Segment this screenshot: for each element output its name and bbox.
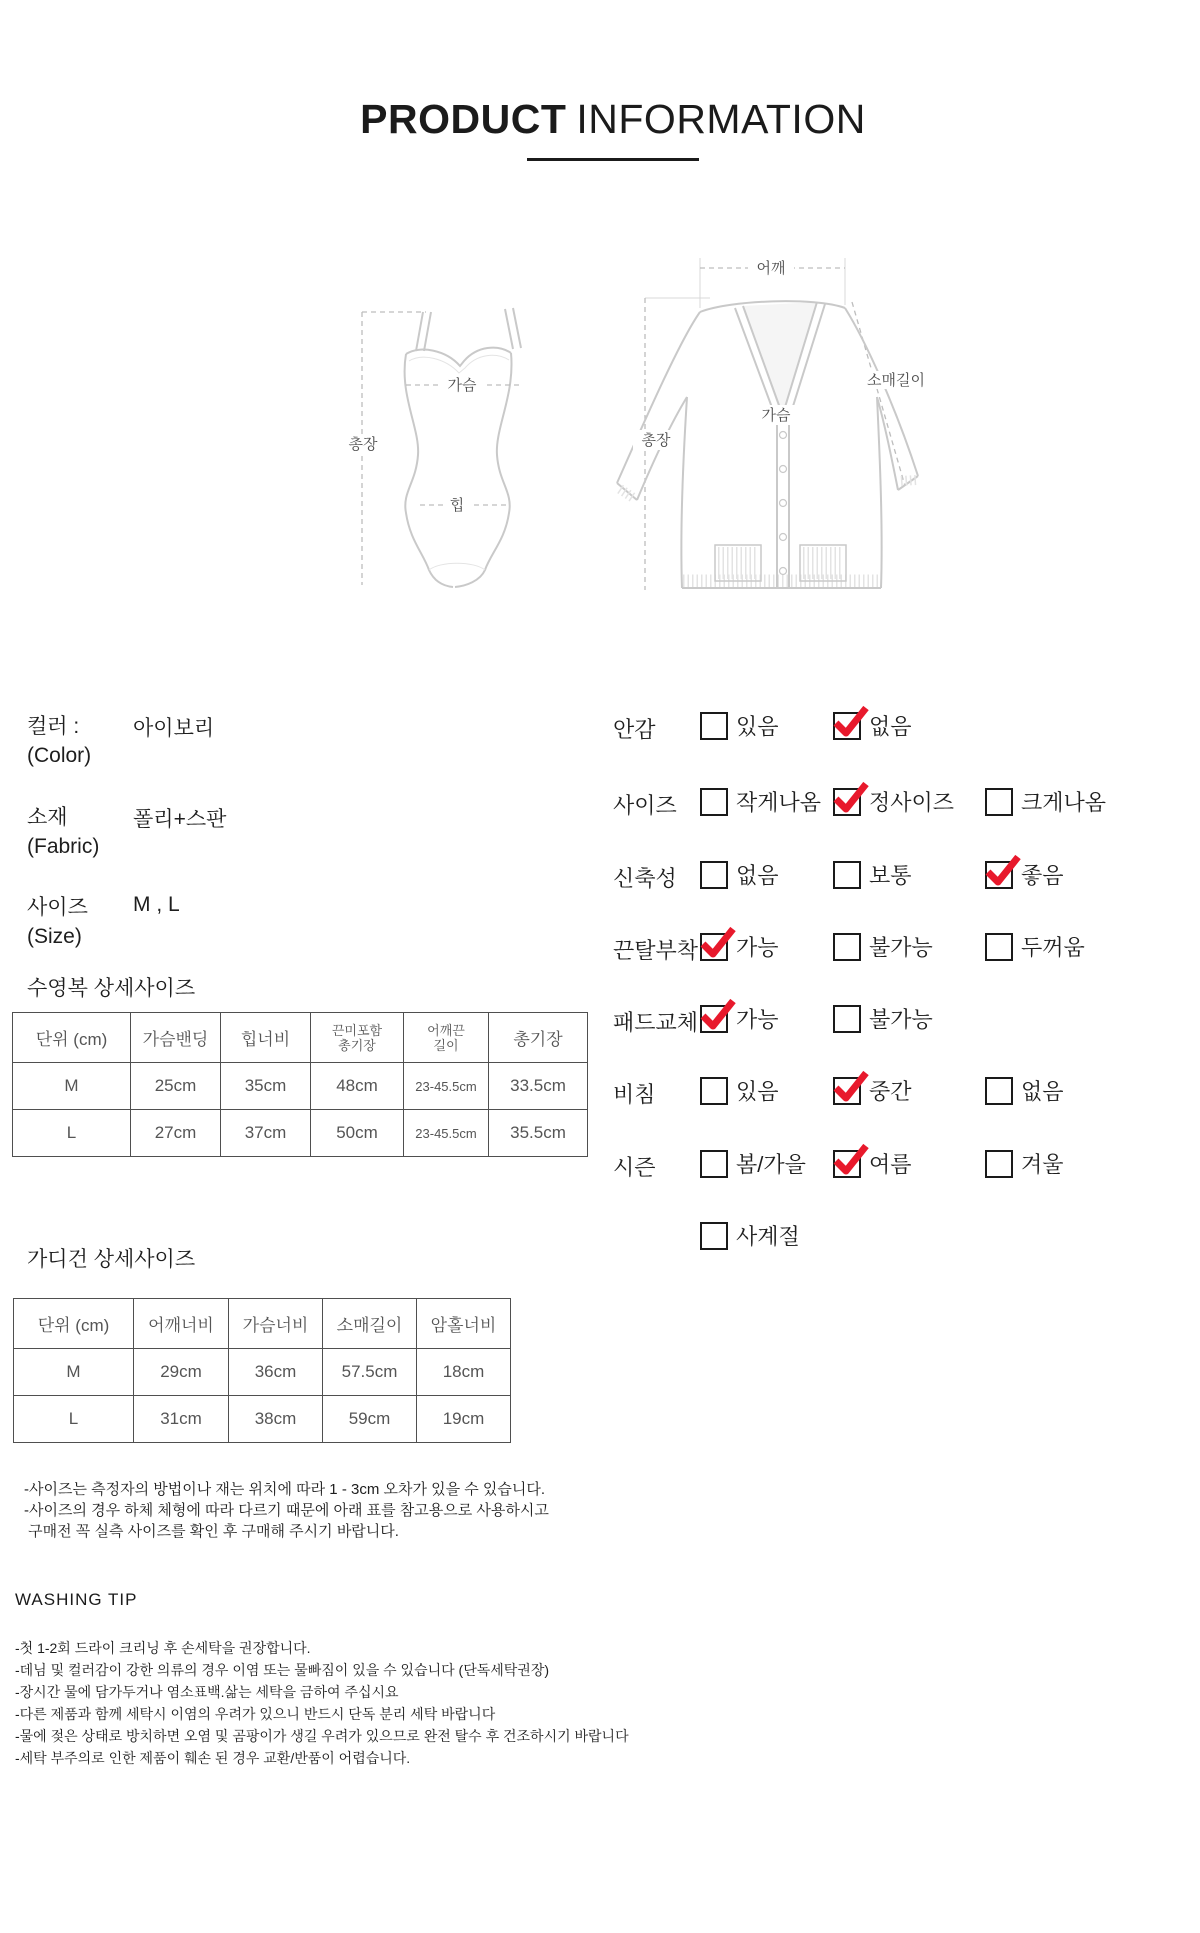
option-text: 여름: [869, 1152, 912, 1177]
spec-value: 폴리+스판: [133, 808, 227, 831]
checkbox-unchecked[interactable]: [700, 861, 728, 889]
size-cell: 27cm: [131, 1110, 221, 1157]
checkbox-unchecked[interactable]: [985, 1150, 1013, 1178]
red-check-icon: [832, 1143, 870, 1175]
size-row: [14, 1396, 511, 1443]
checkbox-option[interactable]: [700, 1003, 779, 1034]
cardigan-shoulder-label: 어깨: [756, 260, 786, 277]
option-row: [0, 859, 1200, 893]
option-text: 가능: [736, 1007, 779, 1032]
page-title: [13, 96, 1200, 143]
checkbox-unchecked[interactable]: [985, 1077, 1013, 1105]
washing-tip-line: -첫 1-2회 드라이 크리닝 후 손세탁을 권장합니다.: [15, 1640, 311, 1656]
checkbox-checked[interactable]: [985, 861, 1013, 889]
option-row-label: 신축성: [613, 866, 677, 891]
header-row: [14, 1299, 511, 1349]
checkbox-option[interactable]: [833, 710, 912, 741]
size-note-line: -사이즈의 경우 하체 체형에 따라 다르기 때문에 아래 표를 참고용으로 사용하시고: [24, 1502, 549, 1519]
checkbox-option[interactable]: [833, 931, 933, 962]
option-text: 있음: [736, 1079, 779, 1104]
size-cell: 25cm: [131, 1063, 221, 1110]
checkbox-option[interactable]: [700, 710, 779, 741]
checkbox-unchecked[interactable]: [985, 788, 1013, 816]
red-check-icon: [832, 1070, 870, 1102]
washing-tip-line: -다른 제품과 함께 세탁시 이염의 우려가 있으니 반드시 단독 분리 세탁 바랍니다: [15, 1706, 496, 1722]
size-table: [13, 1298, 511, 1443]
option-text: 중간: [869, 1079, 912, 1104]
checkbox-option[interactable]: [700, 1148, 806, 1179]
cardigan-chest-label: 가슴: [761, 407, 791, 424]
option-row-label: 비침: [613, 1082, 656, 1107]
size-cell: 36cm: [229, 1349, 323, 1396]
option-text: 있음: [736, 714, 779, 739]
cardigan-length-label: 총장: [641, 432, 671, 449]
checkbox-option[interactable]: [833, 1148, 912, 1179]
size-cell: M: [14, 1349, 134, 1396]
size-cell: L: [13, 1110, 131, 1157]
column-header: 암홀너비: [417, 1299, 511, 1349]
washing-tip-line: -데님 및 컬러감이 강한 의류의 경우 이염 또는 물빠짐이 있을 수 있습니다 (단독세탁권장): [15, 1662, 549, 1678]
checkbox-unchecked[interactable]: [985, 933, 1013, 961]
checkbox-option[interactable]: [700, 931, 779, 962]
swimsuit-diagram: [342, 308, 522, 587]
size-cell: 29cm: [134, 1349, 229, 1396]
checkbox-option[interactable]: [985, 786, 1106, 817]
measurement-diagrams: [280, 190, 960, 600]
size-cell: 37cm: [221, 1110, 311, 1157]
washing-tip-line: -물에 젖은 상태로 방치하면 오염 및 곰팡이가 생길 우려가 있으므로 완전 탈수 후 건조하시기 바랍니다: [15, 1728, 629, 1744]
option-row: [0, 710, 1200, 744]
checkbox-option[interactable]: [833, 1003, 933, 1034]
option-text: 사계절: [736, 1224, 800, 1249]
checkbox-option[interactable]: [833, 1075, 912, 1106]
size-cell: 31cm: [134, 1396, 229, 1443]
spec-label: 소재: [27, 806, 68, 829]
checkbox-checked[interactable]: [700, 1005, 728, 1033]
checkbox-unchecked[interactable]: [833, 861, 861, 889]
spec-value: 아이보리: [133, 717, 215, 740]
option-text: 불가능: [869, 935, 933, 960]
option-text: 불가능: [869, 1007, 933, 1032]
option-text: 없음: [736, 863, 779, 888]
spec-sublabel: (Color): [27, 744, 92, 767]
spec-label: 컬러 :: [27, 715, 80, 738]
option-row: [0, 1003, 1200, 1037]
size-cell: L: [14, 1396, 134, 1443]
checkbox-unchecked[interactable]: [700, 788, 728, 816]
option-row: [0, 1075, 1200, 1109]
option-row-label: 패드교체: [613, 1010, 699, 1035]
washing-tip-title: WASHING TIP: [15, 1590, 138, 1609]
size-cell: 57.5cm: [323, 1349, 417, 1396]
red-check-icon: [699, 926, 737, 958]
size-cell: 23-45.5cm: [404, 1063, 489, 1110]
checkbox-checked[interactable]: [700, 933, 728, 961]
title-word-information: INFORMATION: [576, 96, 866, 142]
option-text: 없음: [869, 714, 912, 739]
red-check-icon: [832, 705, 870, 737]
washing-tip-line: -세탁 부주의로 인한 제품이 훼손 된 경우 교환/반품이 어렵습니다.: [15, 1750, 411, 1766]
size-cell: 48cm: [311, 1063, 404, 1110]
size-cell: M: [13, 1063, 131, 1110]
checkbox-unchecked[interactable]: [700, 1222, 728, 1250]
spec-label: 사이즈: [27, 896, 88, 919]
option-row: [0, 786, 1200, 820]
size-cell: 33.5cm: [489, 1063, 588, 1110]
option-row-label: 사이즈: [613, 793, 677, 818]
column-header: 끈미포함 총기장: [311, 1013, 404, 1063]
checkbox-unchecked[interactable]: [700, 1077, 728, 1105]
size-cell: 59cm: [323, 1396, 417, 1443]
checkbox-option[interactable]: [985, 931, 1085, 962]
checkbox-option[interactable]: [700, 1220, 800, 1251]
title-word-product: PRODUCT: [360, 96, 567, 142]
checkbox-unchecked[interactable]: [833, 933, 861, 961]
option-text: 크게나옴: [1021, 790, 1107, 815]
washing-tip-line: -장시간 물에 담가두거나 염소표백.삶는 세탁을 금하여 주십시요: [15, 1684, 399, 1700]
size-note-line: -사이즈는 측정자의 방법이나 재는 위치에 따라 1 - 3cm 오차가 있을 수 있습니다.: [24, 1481, 546, 1498]
checkbox-option[interactable]: [700, 859, 779, 890]
cardigan-diagram: [617, 258, 929, 590]
size-row: [14, 1349, 511, 1396]
column-header: 어깨너비: [134, 1299, 229, 1349]
checkbox-checked[interactable]: [833, 1077, 861, 1105]
column-header: 단위 (cm): [14, 1299, 134, 1349]
swimsuit-chest-label: 가슴: [447, 377, 477, 394]
checkbox-option[interactable]: [833, 859, 912, 890]
swimsuit-table-title: 수영복 상세사이즈: [27, 977, 196, 1000]
checkbox-option[interactable]: [700, 1075, 779, 1106]
option-row: [0, 931, 1200, 965]
column-header: 가슴너비: [229, 1299, 323, 1349]
cardigan-size-table: [13, 1298, 511, 1443]
option-text: 보통: [869, 863, 912, 888]
spec-value: M , L: [133, 893, 180, 916]
spec-sublabel: (Size): [27, 925, 82, 948]
checkbox-unchecked[interactable]: [700, 1150, 728, 1178]
column-header: 힙너비: [221, 1013, 311, 1063]
checkbox-checked[interactable]: [833, 1150, 861, 1178]
checkbox-option[interactable]: [985, 1075, 1064, 1106]
red-check-icon: [984, 854, 1022, 886]
column-header: 단위 (cm): [13, 1013, 131, 1063]
size-cell: 19cm: [417, 1396, 511, 1443]
checkbox-option[interactable]: [833, 786, 954, 817]
red-check-icon: [699, 998, 737, 1030]
option-text: 겨울: [1021, 1152, 1064, 1177]
option-row-label: 안감: [613, 717, 656, 742]
size-notes: [24, 1479, 549, 1542]
option-text: 없음: [1021, 1079, 1064, 1104]
size-cell: 38cm: [229, 1396, 323, 1443]
option-text: 정사이즈: [869, 790, 955, 815]
swimsuit-hip-label: 힙: [449, 497, 465, 514]
red-check-icon: [832, 781, 870, 813]
size-cell: 35cm: [221, 1063, 311, 1110]
column-header: 가슴밴딩: [131, 1013, 221, 1063]
checkbox-option[interactable]: [985, 859, 1064, 890]
option-text: 두꺼움: [1021, 935, 1085, 960]
checkbox-option[interactable]: [985, 1148, 1064, 1179]
size-cell: 35.5cm: [489, 1110, 588, 1157]
checkbox-checked[interactable]: [833, 712, 861, 740]
size-cell: 50cm: [311, 1110, 404, 1157]
spec-sublabel: (Fabric): [27, 835, 100, 858]
size-cell: 23-45.5cm: [404, 1110, 489, 1157]
option-row-label: 끈탈부착: [613, 938, 699, 963]
checkbox-unchecked[interactable]: [833, 1005, 861, 1033]
column-header: 총기장: [489, 1013, 588, 1063]
option-row: [0, 1148, 1200, 1182]
title-underline: [527, 158, 699, 161]
checkbox-unchecked[interactable]: [700, 712, 728, 740]
cardigan-table-title: 가디건 상세사이즈: [27, 1248, 196, 1271]
swimsuit-length-label: 총장: [348, 436, 378, 453]
option-text: 봄/가을: [736, 1152, 806, 1177]
option-text: 좋음: [1021, 863, 1064, 888]
size-cell: 18cm: [417, 1349, 511, 1396]
size-note-line: 구매전 꼭 실측 사이즈를 확인 후 구매해 주시기 바랍니다.: [24, 1523, 399, 1540]
option-row-label: 시즌: [613, 1155, 656, 1180]
checkbox-option[interactable]: [700, 786, 821, 817]
column-header: 어깨끈 길이: [404, 1013, 489, 1063]
washing-tip-list: [15, 1637, 629, 1769]
checkbox-checked[interactable]: [833, 788, 861, 816]
option-text: 가능: [736, 935, 779, 960]
cardigan-sleeve-length-label: 소매길이: [867, 372, 925, 389]
column-header: 소매길이: [323, 1299, 417, 1349]
option-text: 작게나옴: [736, 790, 822, 815]
